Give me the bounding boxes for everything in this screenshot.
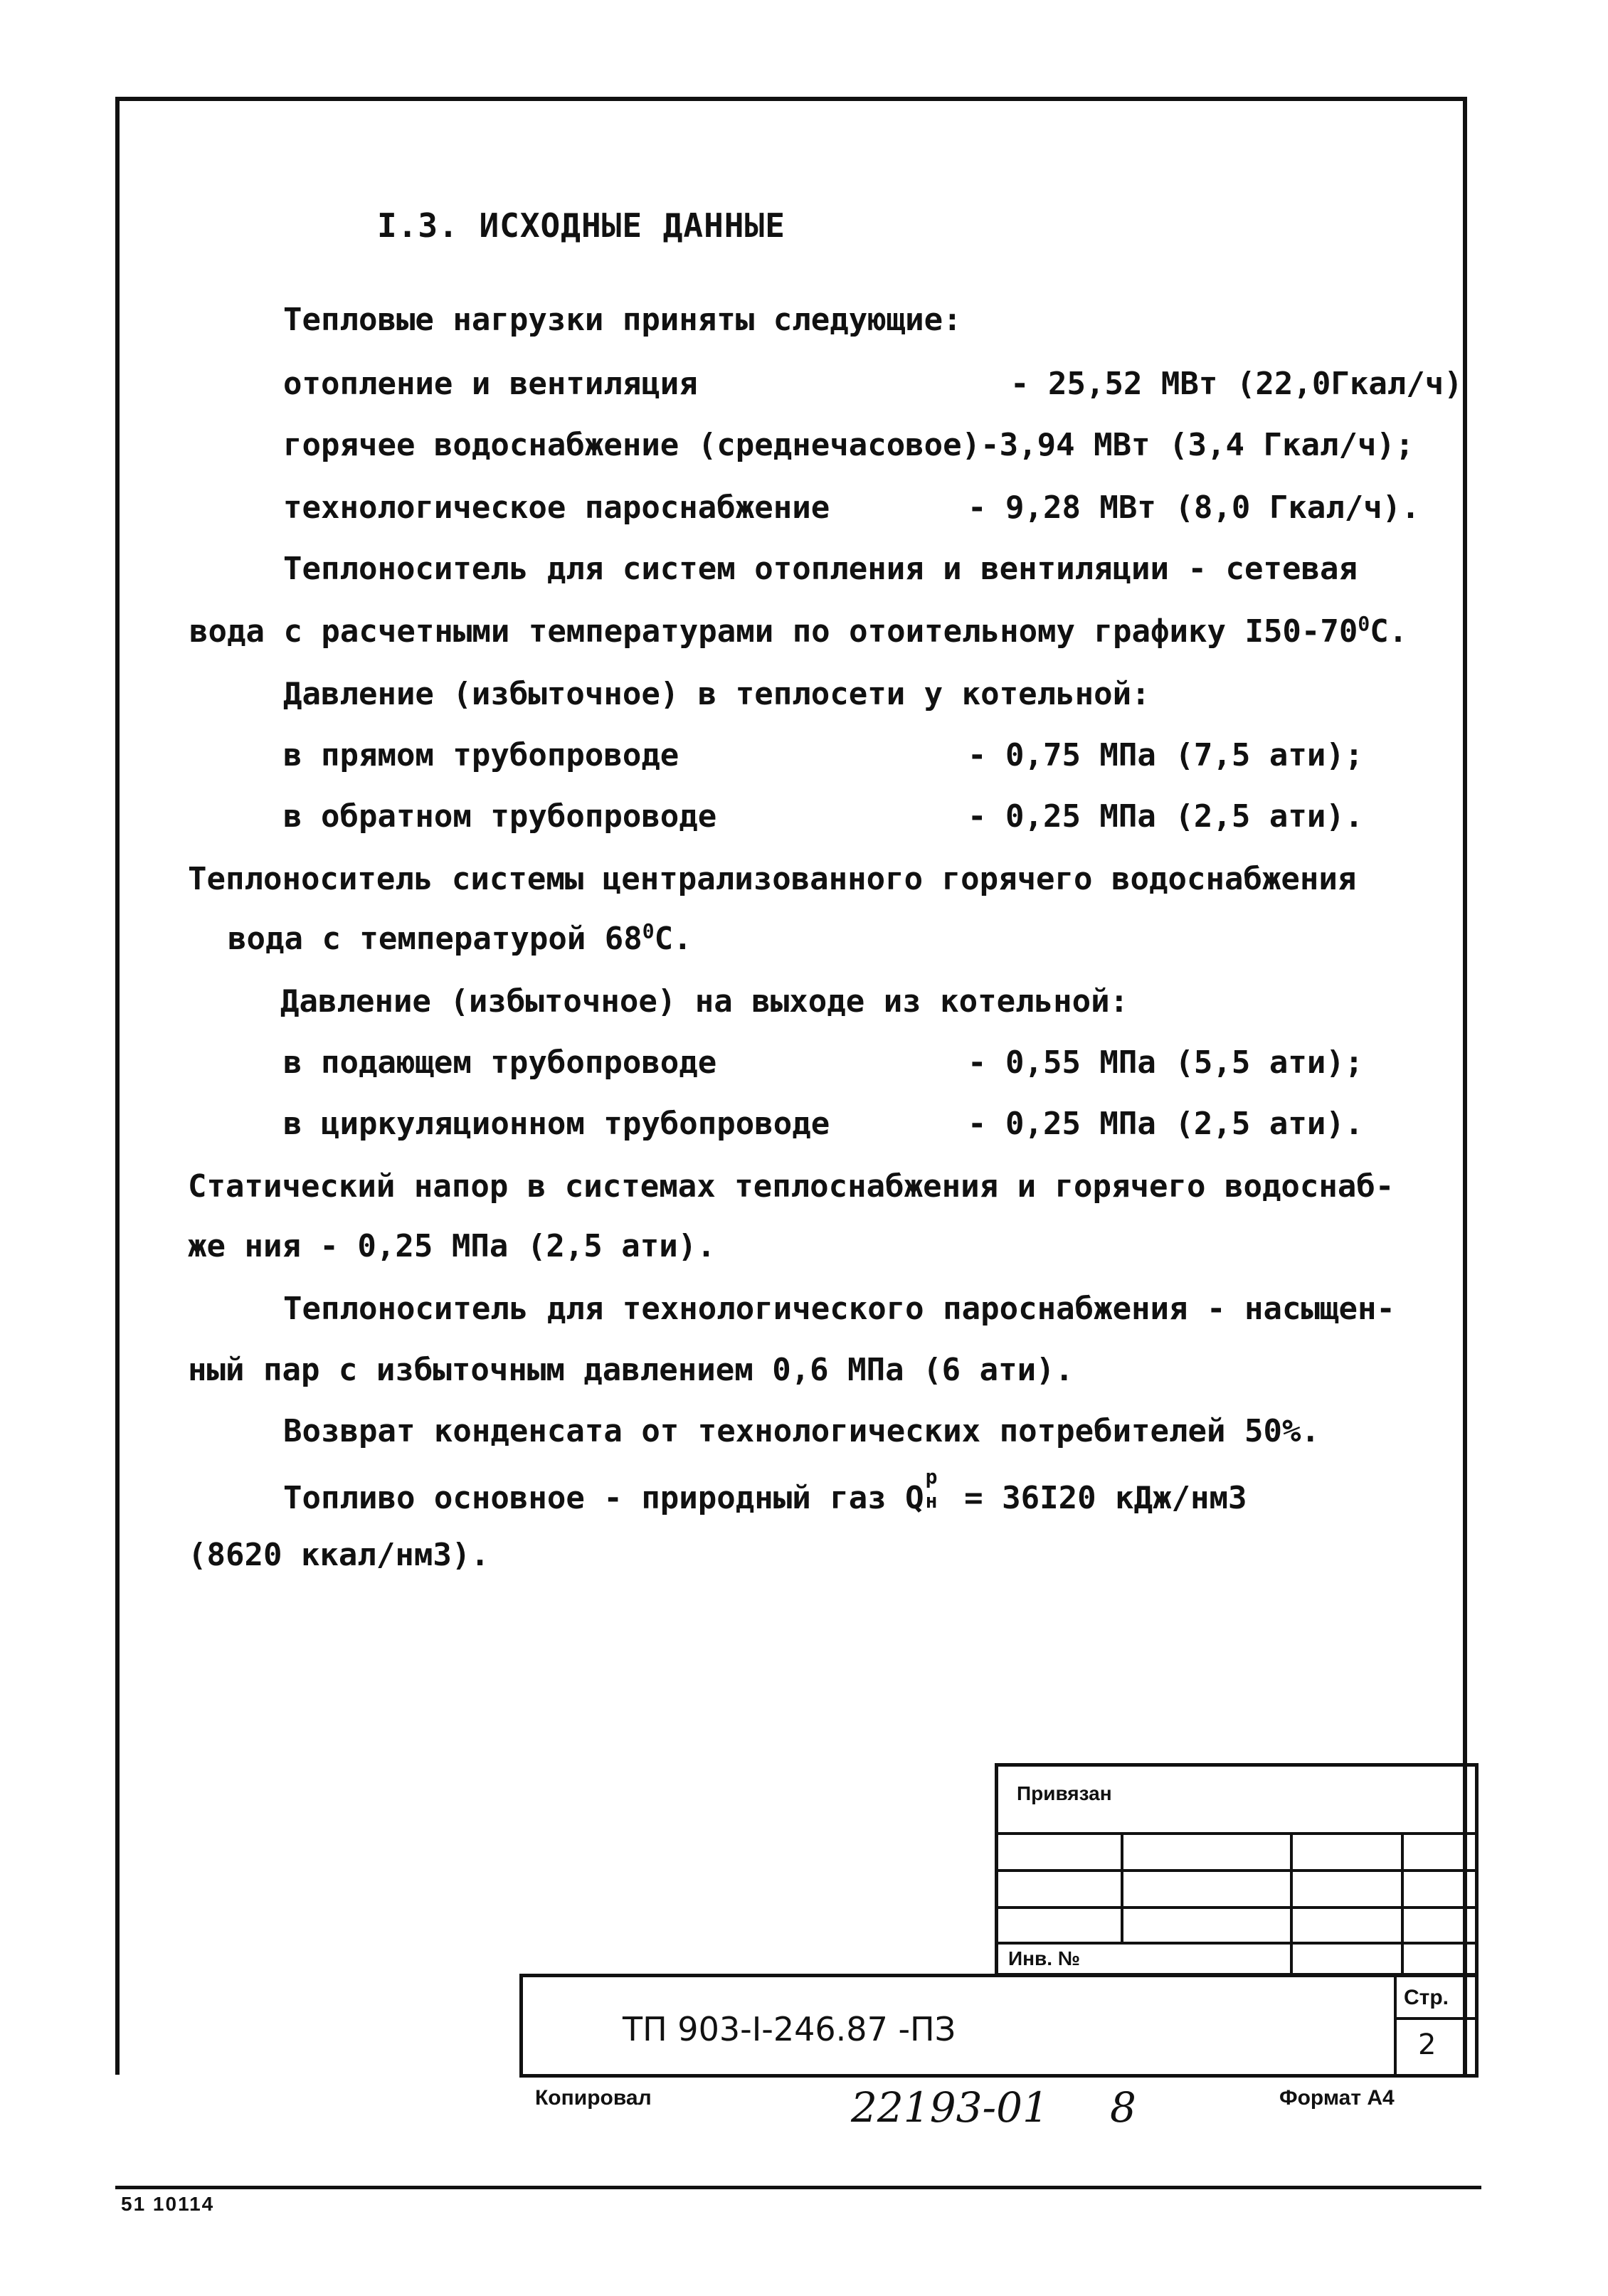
degree-mark: 0 <box>642 919 655 943</box>
page-box <box>1394 1977 1475 2074</box>
linkage-stamp <box>995 1763 1479 1977</box>
stamp-grid-line <box>998 1906 1476 1909</box>
hot-water-line: горячее водоснабжение (среднечасовое)-3,94 МВт (3,4 Гкал/ч); <box>283 427 1414 463</box>
inventory-number-label: Инв. № <box>1008 1947 1081 1969</box>
degree-mark: 0 <box>1358 612 1370 635</box>
central-line-1: Теплоноситель системы централизованного горячего водоснабжения <box>188 861 1357 897</box>
linked-label: Привязан <box>1017 1782 1112 1804</box>
carrier-line-2-unit: С. <box>1370 613 1408 650</box>
return-label: в обратном трубопроводе <box>283 798 717 835</box>
tech-steam-label: технологическое пароснабжение <box>283 490 830 526</box>
order-number: 22193-01 <box>851 2083 1049 2132</box>
tech-steam-value: - 9,28 МВт (8,0 Гкал/ч). <box>968 490 1420 526</box>
circ-value: - 0,25 МПа (2,5 ати). <box>968 1106 1364 1142</box>
stamp-grid-line <box>1401 1832 1404 1977</box>
stamp-grid-line <box>998 1832 1476 1835</box>
page-box-divider <box>1397 2017 1475 2020</box>
carrier-line-1: Теплоноситель для систем отопления и вентиляции - сетевая <box>283 551 1358 587</box>
sheet-code: 51 10114 <box>121 2193 215 2215</box>
steam-line-1: Теплоноситель для технологического пароснабжения - насыщен- <box>283 1291 1395 1327</box>
title-block <box>519 1974 1479 2078</box>
pressure-intro: Давление (избыточное) в теплосети у котельной: <box>283 676 1151 712</box>
fuel-line-1 <box>283 1465 1247 1516</box>
loads-intro: Тепловые нагрузки приняты следующие: <box>283 302 962 338</box>
heating-value: - 25,52 МВт (22,0Гкал/ч) <box>1010 366 1463 402</box>
static-line-1: Статический напор в системах теплоснабжения и горячего водоснаб- <box>188 1168 1395 1205</box>
sheet-index: 8 <box>1110 2083 1136 2132</box>
condensate-line: Возврат конденсата от технологических потребителей 50%. <box>283 1413 1320 1449</box>
bottom-rule <box>115 2186 1481 2189</box>
stamp-grid-line <box>998 1869 1476 1872</box>
copied-by-label: Копировал <box>535 2086 652 2110</box>
section-heading: I.3. ИСХОДНЫЕ ДАННЫЕ <box>377 206 786 245</box>
fuel-superscript: р <box>925 1465 938 1488</box>
document-code: ТП 903-I-246.87 -ПЗ <box>623 2010 956 2048</box>
supply-value: - 0,55 МПа (5,5 ати); <box>968 1044 1364 1081</box>
stamp-grid-line <box>1121 1832 1123 1942</box>
central-line-2-unit: С. <box>654 921 692 957</box>
stamp-grid-line <box>998 1942 1476 1945</box>
return-value: - 0,25 МПа (2,5 ати). <box>968 798 1364 835</box>
fuel-index <box>924 1465 946 1513</box>
direct-label: в прямом трубопроводе <box>283 737 679 773</box>
circ-label: в циркуляционном трубопроводе <box>283 1106 830 1142</box>
heating-label: отопление и вентиляция <box>283 366 698 402</box>
fuel-subscript: н <box>925 1489 938 1513</box>
central-line-2-text: вода с температурой 68 <box>228 921 642 957</box>
format-label: Формат А4 <box>1279 2086 1395 2110</box>
fuel-value: = 36I20 кДж/нм3 <box>945 1480 1247 1516</box>
central-line-2 <box>228 919 692 957</box>
page-number: 2 <box>1418 2028 1437 2061</box>
steam-line-2: ный пар с избыточным давлением 0,6 МПа (6 ати). <box>188 1352 1074 1388</box>
stamp-grid-line <box>1290 1832 1293 1977</box>
outlet-intro: Давление (избыточное) на выходе из котельной: <box>280 983 1129 1020</box>
fuel-line-2: (8620 ккал/нм3). <box>188 1537 490 1573</box>
carrier-line-2 <box>189 612 1408 650</box>
static-line-2: же ния - 0,25 МПа (2,5 ати). <box>188 1228 716 1264</box>
direct-value: - 0,75 МПа (7,5 ати); <box>968 737 1364 773</box>
page-label: Стр. <box>1404 1986 1449 2009</box>
supply-label: в подающем трубопроводе <box>283 1044 717 1081</box>
fuel-text: Топливо основное - природный газ Q <box>283 1480 924 1516</box>
carrier-line-2-text: вода с расчетными температурами по отоительному графику I50-70 <box>189 613 1358 650</box>
